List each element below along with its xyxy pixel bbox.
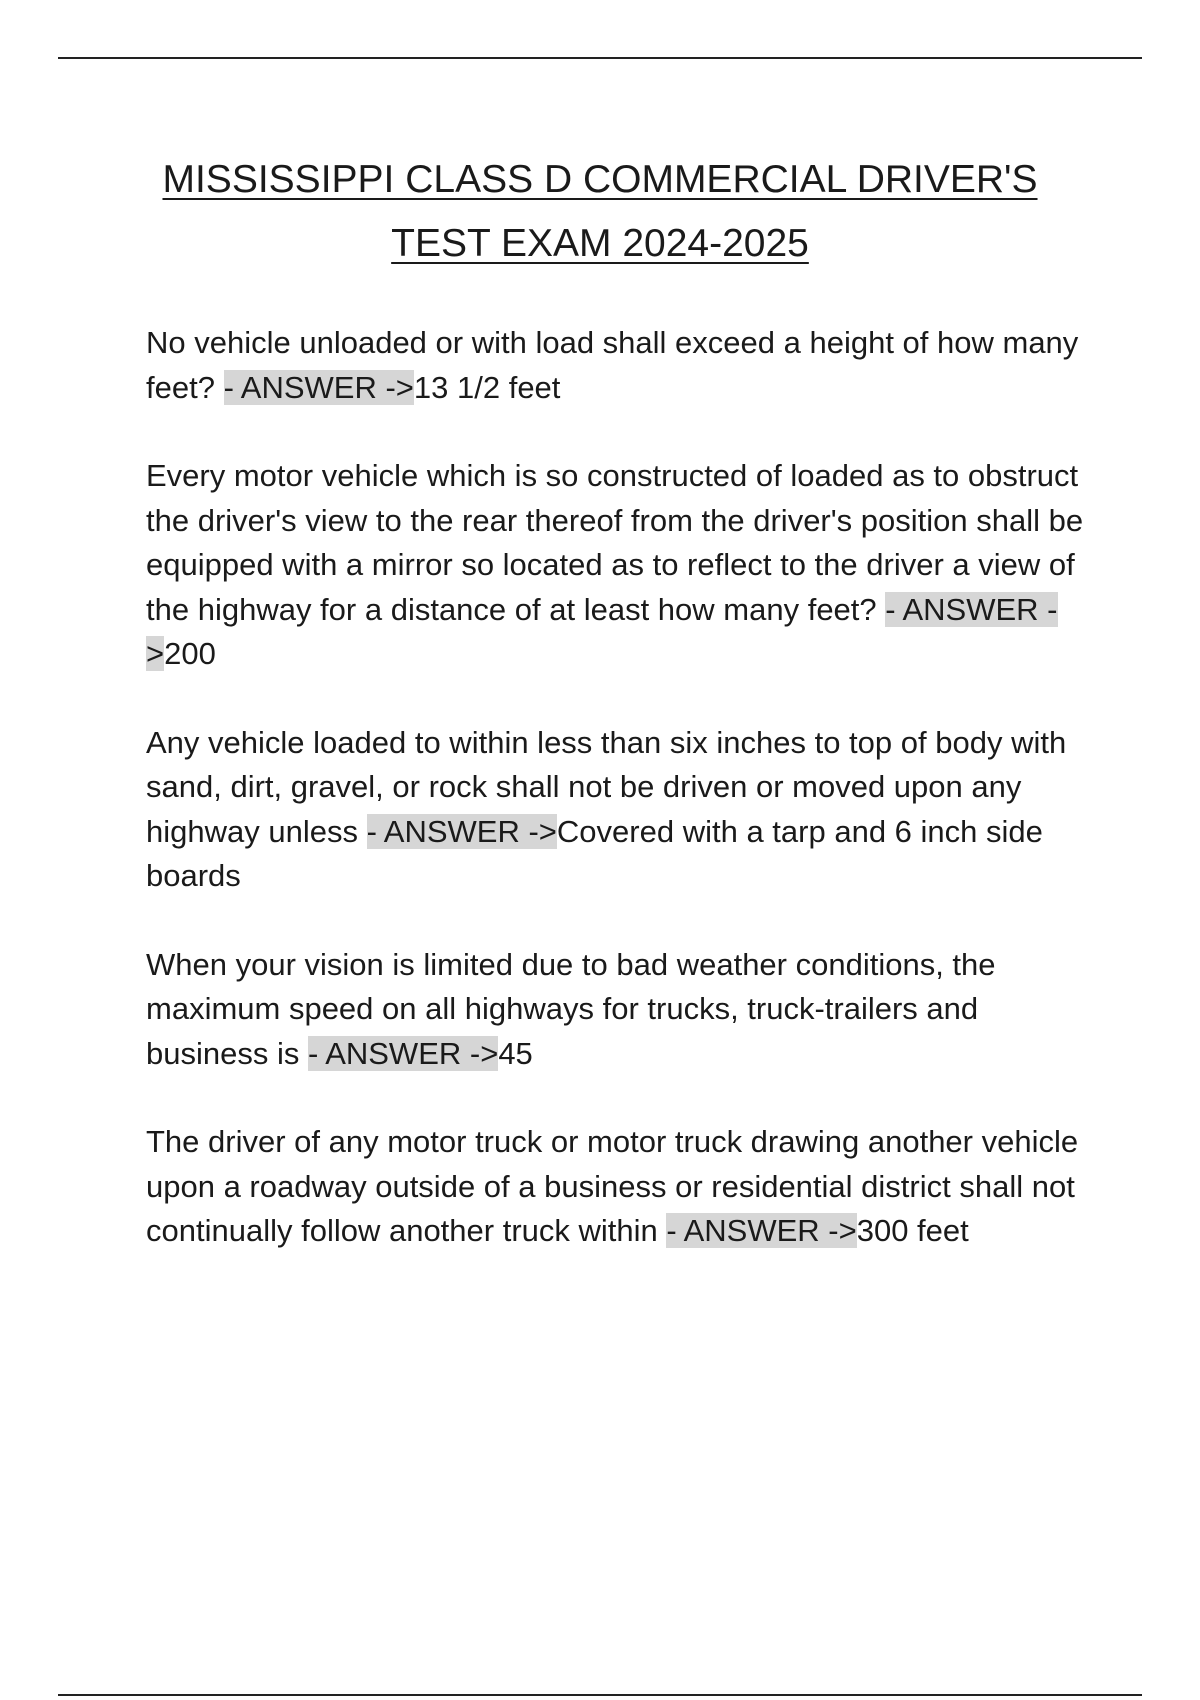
question-text: Every motor vehicle which is so constructed of loaded as to obstruct the driver's view to the rear thereof from the driver's position shall be equipped with a mirror so located as to reflect to the driver a view of the highway for a distance of at least how many feet?	[146, 458, 1084, 627]
qa-item-3	[146, 721, 1096, 899]
answer-marker: - ANSWER ->	[223, 369, 414, 405]
qa-item-2	[146, 454, 1096, 677]
footer-rule	[58, 1694, 1142, 1696]
answer-marker: - ANSWER ->	[666, 1213, 857, 1248]
answer-marker: - ANSWER ->	[366, 813, 557, 849]
question-text: No vehicle unloaded or with load shall exceed a height of how many feet?	[146, 325, 1079, 405]
answer-marker: - ANSWER ->	[307, 1035, 499, 1071]
answer-text: 200	[164, 636, 216, 671]
answer-text: 45	[498, 1035, 533, 1071]
title-line-1: MISSISSIPPI CLASS D COMMERCIAL DRIVER'S	[162, 158, 1038, 201]
answer-text: 300 feet	[856, 1213, 969, 1248]
qa-item-5	[146, 1120, 1096, 1254]
question-list	[146, 321, 1096, 1298]
page-title	[0, 148, 1200, 276]
question-text: Any vehicle loaded to within less than six inches to top of body with sand, dirt, gravel, or rock shall not be driven or moved upon any highway unless	[146, 724, 1067, 849]
answer-marker: - ANSWER ->	[146, 591, 1058, 671]
qa-item-1	[146, 321, 1096, 410]
question-text: When your vision is limited due to bad weather conditions, the maximum speed on all highways for trucks, truck-trailers and business is	[146, 946, 996, 1071]
qa-item-4	[146, 943, 1096, 1077]
answer-text: 13 1/2 feet	[413, 369, 561, 405]
title-line-2: TEST EXAM 2024-2025	[391, 222, 809, 265]
header-rule	[58, 57, 1142, 59]
answer-text: Covered with a tarp and 6 inch side boards	[146, 813, 1043, 893]
question-text: The driver of any motor truck or motor truck drawing another vehicle upon a roadway outside of a business or residential district shall not continually follow another truck within	[146, 1124, 1079, 1248]
